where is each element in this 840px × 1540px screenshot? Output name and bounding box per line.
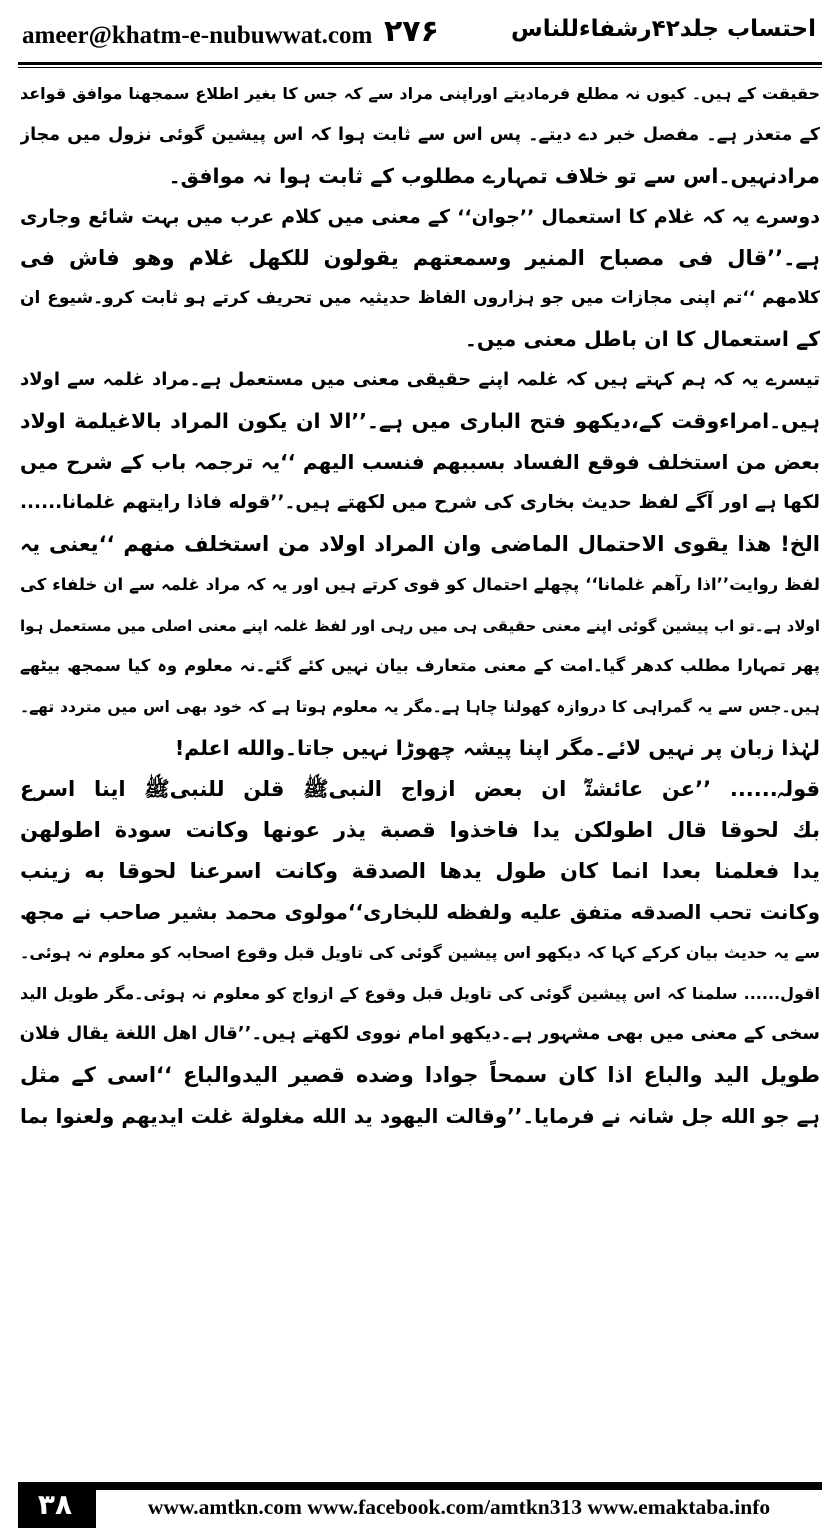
footer-url-box	[96, 1488, 822, 1528]
text-line: کے استعمال کا ان باطل معنی میں۔	[464, 327, 820, 352]
page-footer	[0, 1480, 840, 1540]
text-line: سے یہ حدیث بیان کرکے کہا کہ دیکھو اس پیشین گوئی کی تاویل قبل وقوع اصحابہ کو معلوم نہ ہوئی۔	[20, 942, 820, 962]
text-line: بك لحوقا قال اطولکن یدا فاخذوا قصبة یذر عونها وکانت سودة اطولهن	[20, 818, 820, 843]
text-line: وکانت تحب الصدقه متفق علیه ولفظه للبخاری‘‘مولوی محمد بشیر صاحب نے مجھ	[20, 899, 820, 924]
text-line: یدا فعلمنا بعدا انما کان طول یدها الصدقة وکانت اسرعنا لحوقا به زینب	[20, 858, 820, 883]
header-email: ameer@khatm-e-nubuwwat.com	[22, 22, 373, 49]
body-text	[20, 74, 820, 1137]
text-line: ہے۔’’قال فی مصباح المنیر وسمعتهم یقولون للکهل غلام وهو فاش فی	[20, 245, 820, 270]
header-rule-thin	[18, 67, 822, 68]
text-line: بعض من استخلف فوقع الفساد بسببهم فنسب الیهم ‘‘یہ ترجمہ باب کے شرح میں	[20, 450, 820, 475]
text-line: لکھا ہے اور آگے لفظ حدیث بخاری کی شرح میں لکھتے ہیں۔’’قوله فاذا رایتهم غلمانا......	[20, 491, 820, 513]
text-line: لہٰذا زبان پر نہیں لائے۔مگر اپنا پیشہ چھوڑا نہیں جاتا۔والله اعلم!	[174, 736, 820, 761]
footer-page-number: ۳۸	[18, 1482, 92, 1528]
text-line: طویل الید والباع اذا کان سمحاً جوادا وضده قصیر الیدوالباع ‘‘اسی کے مثل	[20, 1063, 820, 1088]
header-book-title: احتساب جلد۴۲رشفاءللناس	[511, 16, 816, 42]
text-line: ہیں۔جس سے یہ گمراہی کا دروازہ کھولنا چاہا ہے۔مگر یہ معلوم ہوتا ہے کہ خود بھی اس میں متردد تھے۔	[20, 698, 820, 717]
footer-urls: www.amtkn.com www.facebook.com/amtkn313 www.emaktaba.info	[147, 1495, 771, 1519]
text-line: حقیقت کے ہیں۔ کیوں نہ مطلع فرمادیتے اوراپنی مراد سے کہ جس کا بغیر اطلاع سمجھنا موافق قواعد	[20, 84, 820, 103]
text-line: اقول...... سلمنا کہ اس پیشین گوئی کی تاویل قبل وقوع کے ازواج کو معلوم نہ ہوئی۔مگر طویل الید	[20, 983, 820, 1003]
text-line: اولاد ہے۔تو اب پیشین گوئی اپنے معنی حقیقی ہی میں رہی اور لفظ غلمہ اپنے معنی اصلی میں مستعمل ہوا	[20, 616, 820, 635]
page-header	[0, 0, 840, 68]
text-line: سخی کے معنی میں بھی مشہور ہے۔دیکھو امام نووی لکھتے ہیں۔’’قال اهل اللغة یقال فلان	[20, 1023, 820, 1045]
text-line: کلامهم ‘‘تم اپنی مجازات میں جو ہزاروں الفاظ حدیثیہ میں تحریف کرتے ہو ثابت کرو۔شیوع ان	[20, 288, 820, 309]
text-line: تیسرے یہ کہ ہم کہتے ہیں کہ غلمہ اپنے حقیقی معنی میں مستعمل ہے۔مراد غلمہ سے اولاد	[20, 369, 820, 391]
text-line: الخ! هذا یقوی الاحتمال الماضی وان المراد اولاد من استخلف منهم ‘‘یعنی یہ	[20, 531, 820, 556]
text-line: ہے جو الله جل شانہ نے فرمایا۔’’وقالت الیهود ید الله مغلولة غلت ایدیهم ولعنوا بما	[20, 1104, 820, 1129]
header-page-number: ۲۷۶	[384, 14, 439, 49]
header-rule-thick	[18, 62, 822, 65]
text-line: پھر تمہارا مطلب کدھر گیا۔امت کے معنی متعارف بیان نہیں کئے گئے۔نہ معلوم وہ کیا سمجھ بیٹھے	[20, 656, 820, 676]
text-line: ہیں۔امراءوقت کے،دیکھو فتح الباری میں ہے۔’’الا ان یکون المراد بالاغیلمة اولاد	[20, 409, 820, 434]
text-line: دوسرے یہ کہ غلام کا استعمال ’’جوان‘‘ کے معنی میں کلام عرب میں بہت شائع وجاری	[20, 205, 820, 228]
text-line: کے متعذر ہے۔ مفصل خبر دے دیتے۔ پس اس سے ثابت ہوا کہ اس پیشین گوئی نزول میں مجاز	[20, 124, 820, 145]
text-line: لفظ روایت’’اذا رآهم غلمانا‘‘ پچھلے احتمال کو قوی کرتے ہیں اور یہ کہ مراد غلمہ سے ان خلفاء کی	[20, 574, 820, 594]
text-line: مرادنہیں۔اس سے تو خلاف تمہارے مطلوب کے ثابت ہوا نہ موافق۔	[168, 163, 820, 188]
text-line: قولہ...... ’’عن عائشةؓ ان بعض ازواج النبیﷺ قلن للنبیﷺ اینا اسرع	[20, 777, 820, 802]
